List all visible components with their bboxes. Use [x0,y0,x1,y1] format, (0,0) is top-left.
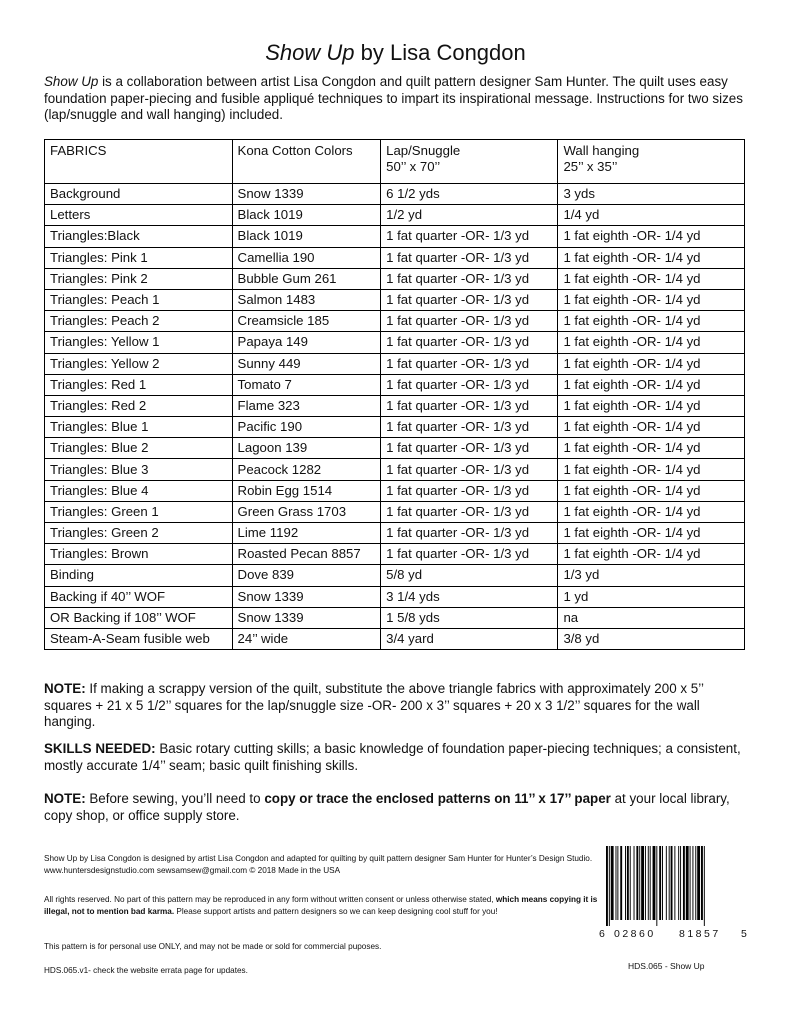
table-row [45,544,745,565]
cell-lap: 1 5/8 yds [381,607,558,628]
cell-color: Lagoon 139 [232,438,381,459]
cell-fabric: Steam-A-Seam fusible web [45,628,233,649]
cell-fabric: Triangles: Yellow 1 [45,332,233,353]
rights-text [44,894,604,917]
cell-fabric: Letters [45,205,233,226]
barcode-image [606,846,740,926]
barcode-bar [674,846,675,920]
cell-color: Bubble Gum 261 [232,268,381,289]
table-row [45,268,745,289]
cell-fabric: Triangles: Green 2 [45,523,233,544]
barcode-bar [634,846,635,920]
table-row [45,226,745,247]
intro-text: is a collaboration between artist Lisa Congdon and quilt pattern designer Sam Hunter. The quilt uses easy foundation paper-piecing and fusible appliqué techniques to impart its inspirational message. Instructions for two sizes (lap/snuggle and wall hanging) included. [44,74,743,122]
header-wall-size: 25’’ x 35’’ [563,159,618,174]
cell-lap: 3 1/4 yds [381,586,558,607]
skills-text: Basic rotary cutting skills; a basic knowledge of foundation paper-piecing techniques; a consistent, mostly accurate 1/4’’ seam; basic quilt finishing skills. [44,741,741,773]
cell-fabric: Binding [45,565,233,586]
cell-color: Snow 1339 [232,607,381,628]
cell-lap: 1 fat quarter -OR- 1/3 yd [381,268,558,289]
barcode-bar [669,846,670,920]
cell-wall: 1 fat eighth -OR- 1/4 yd [558,226,745,247]
cell-lap: 1 fat quarter -OR- 1/3 yd [381,459,558,480]
cell-color: Lime 1192 [232,523,381,544]
header-lap-label: Lap/Snuggle [386,143,461,158]
table-row [45,501,745,522]
cell-lap: 1 fat quarter -OR- 1/3 yd [381,480,558,501]
cell-lap: 1/2 yd [381,205,558,226]
cell-lap: 5/8 yd [381,565,558,586]
cell-wall: 1 yd [558,586,745,607]
table-row [45,586,745,607]
cell-wall: 1/4 yd [558,205,745,226]
header-lap [381,140,558,184]
cell-color: Creamsicle 185 [232,311,381,332]
header-wall [558,140,745,184]
barcode-group-1: 02860 [614,928,656,940]
barcode-bar [704,846,705,926]
cell-fabric: Triangles: Green 1 [45,501,233,522]
barcode-bar [648,846,649,920]
table-row [45,480,745,501]
note-text: If making a scrappy version of the quilt, substitute the above triangle fabrics with approximately 200 x 5’’ squares + 21 x 5 1/2’’ squares for the lap/snuggle size -OR- 200 x 3’’ squares + 20 x 3 1/2’’ squares for the wall hanging. [44,681,704,729]
cell-lap: 1 fat quarter -OR- 1/3 yd [381,395,558,416]
barcode-bar [662,846,663,920]
cell-lap: 1 fat quarter -OR- 1/3 yd [381,332,558,353]
barcode-bar [616,846,617,920]
page-title [0,40,791,66]
cell-wall: 1 fat eighth -OR- 1/4 yd [558,438,745,459]
cell-color: Salmon 1483 [232,289,381,310]
title-italic: Show Up [265,40,355,65]
table-row [45,438,745,459]
cell-fabric: Triangles: Pink 2 [45,268,233,289]
barcode-bar [671,846,673,920]
cell-wall: 3/8 yd [558,628,745,649]
cell-fabric: Triangles: Peach 2 [45,311,233,332]
barcode-bar [683,846,685,920]
barcode-bar [617,846,618,920]
table-header-row [45,140,745,184]
cell-color: 24’’ wide [232,628,381,649]
cell-lap: 1 fat quarter -OR- 1/3 yd [381,544,558,565]
barcode-bar [611,846,614,920]
cell-lap: 1 fat quarter -OR- 1/3 yd [381,374,558,395]
cell-color: Black 1019 [232,205,381,226]
barcode-bar [695,846,696,920]
cell-fabric: Triangles: Peach 1 [45,289,233,310]
barcode-bar [625,846,626,920]
cell-fabric: Triangles: Yellow 2 [45,353,233,374]
skills-label: SKILLS NEEDED: [44,741,156,756]
table-row [45,311,745,332]
version-text: HDS.065.v1- check the website errata page for updates. [44,966,248,975]
barcode-bar [627,846,629,920]
barcode-caption: HDS.065 - Show Up [628,961,705,971]
table-row [45,417,745,438]
cell-color: Black 1019 [232,226,381,247]
title-rest: by Lisa Congdon [354,40,526,65]
cell-fabric: Triangles: Blue 3 [45,459,233,480]
personal-use-text: This pattern is for personal use ONLY, and may not be made or sold for commercial puposes. [44,942,382,951]
table-row [45,247,745,268]
cell-fabric: Triangles:Black [45,226,233,247]
barcode-bar [653,846,656,920]
cell-fabric: Background [45,184,233,205]
cell-lap: 6 1/2 yds [381,184,558,205]
cell-fabric: Triangles: Brown [45,544,233,565]
cell-color: Robin Egg 1514 [232,480,381,501]
cell-color: Snow 1339 [232,184,381,205]
cell-fabric: Triangles: Pink 1 [45,247,233,268]
barcode-bar [620,846,622,920]
cell-wall: 1 fat eighth -OR- 1/4 yd [558,501,745,522]
skills-needed [44,741,750,774]
cell-wall: 1 fat eighth -OR- 1/4 yd [558,395,745,416]
paper-note-text-before: Before sewing, you’ll need to [85,791,265,806]
cell-wall: 1 fat eighth -OR- 1/4 yd [558,332,745,353]
cell-wall: 1 fat eighth -OR- 1/4 yd [558,268,745,289]
cell-color: Green Grass 1703 [232,501,381,522]
cell-lap: 1 fat quarter -OR- 1/3 yd [381,523,558,544]
cell-lap: 1 fat quarter -OR- 1/3 yd [381,501,558,522]
cell-color: Tomato 7 [232,374,381,395]
intro-italic: Show Up [44,74,99,89]
barcode-bar [630,846,631,920]
barcode-bar [701,846,703,920]
barcode-bar [639,846,640,920]
barcode-digit-right: 5 [741,928,747,940]
barcode-bar [692,846,693,920]
cell-fabric: Triangles: Blue 1 [45,417,233,438]
barcode-bar [680,846,681,920]
cell-fabric: OR Backing if 108’’ WOF [45,607,233,628]
cell-fabric: Backing if 40’’ WOF [45,586,233,607]
cell-lap: 1 fat quarter -OR- 1/3 yd [381,438,558,459]
cell-wall: 1 fat eighth -OR- 1/4 yd [558,353,745,374]
barcode-bar [650,846,651,920]
fabric-table [44,139,745,650]
cell-wall: 1 fat eighth -OR- 1/4 yd [558,459,745,480]
barcode-bar [686,846,689,920]
cell-lap: 1 fat quarter -OR- 1/3 yd [381,417,558,438]
table-row [45,332,745,353]
cell-lap: 1 fat quarter -OR- 1/3 yd [381,353,558,374]
cell-color: Dove 839 [232,565,381,586]
cell-color: Roasted Pecan 8857 [232,544,381,565]
cell-fabric: Triangles: Red 1 [45,374,233,395]
scrappy-note [44,681,750,731]
cell-fabric: Triangles: Blue 2 [45,438,233,459]
cell-wall: 1 fat eighth -OR- 1/4 yd [558,523,745,544]
rights-bold: which means copying it is illegal, not to mention bad karma. [44,895,598,916]
paper-note-text-after: at your local library, copy shop, or office supply store. [44,791,730,823]
barcode-bar [690,846,691,920]
cell-wall: 1/3 yd [558,565,745,586]
table-row [45,353,745,374]
barcode-bar [666,846,667,920]
cell-color: Peacock 1282 [232,459,381,480]
barcode-bar [609,846,610,926]
cell-wall: 1 fat eighth -OR- 1/4 yd [558,247,745,268]
header-colors: Kona Cotton Colors [232,140,381,184]
header-fabrics: FABRICS [45,140,233,184]
table-row [45,607,745,628]
table-row [45,395,745,416]
paper-note [44,791,750,824]
cell-lap: 1 fat quarter -OR- 1/3 yd [381,289,558,310]
cell-wall: 3 yds [558,184,745,205]
cell-color: Camellia 190 [232,247,381,268]
cell-color: Pacific 190 [232,417,381,438]
rights-after: Please support artists and pattern designers so we can keep designing cool stuff for you! [174,906,498,916]
note-label: NOTE: [44,681,86,696]
cell-lap: 1 fat quarter -OR- 1/3 yd [381,226,558,247]
cell-fabric: Triangles: Blue 4 [45,480,233,501]
cell-wall: 1 fat eighth -OR- 1/4 yd [558,544,745,565]
cell-lap: 1 fat quarter -OR- 1/3 yd [381,247,558,268]
table-row [45,374,745,395]
barcode-bar [697,846,700,920]
cell-wall: 1 fat eighth -OR- 1/4 yd [558,417,745,438]
header-lap-size: 50’’ x 70’’ [386,159,441,174]
cell-wall: 1 fat eighth -OR- 1/4 yd [558,311,745,332]
cell-wall: 1 fat eighth -OR- 1/4 yd [558,289,745,310]
table-row [45,205,745,226]
cell-color: Snow 1339 [232,586,381,607]
barcode-bar [645,846,646,920]
credit-text: Show Up by Lisa Congdon is designed by artist Lisa Congdon and adapted for quilting by quilt pattern designer Sam Hunter for Hunter’s Design Studio. www.huntersdesignstudio.com sewsamsew@gmail.com © 2018 Made in the USA [44,854,593,875]
paper-note-bold: copy or trace the enclosed patterns on 11’’ x 17’’ paper [264,791,611,806]
barcode-bar [641,846,644,920]
table-row [45,565,745,586]
cell-fabric: Triangles: Red 2 [45,395,233,416]
table-row [45,628,745,649]
cell-wall: na [558,607,745,628]
barcode-group-2: 81857 [679,928,721,940]
barcode-bar [606,846,608,926]
intro-paragraph [44,74,750,124]
cell-color: Flame 323 [232,395,381,416]
paper-note-label: NOTE: [44,791,86,806]
barcode-bar [636,846,638,920]
barcode-bar [656,846,657,926]
table-row [45,184,745,205]
table-row [45,459,745,480]
barcode-digit-left: 6 [599,928,605,940]
barcode-bar [659,846,661,920]
cell-color: Papaya 149 [232,332,381,353]
table-row [45,523,745,544]
cell-color: Sunny 449 [232,353,381,374]
barcode-bar [678,846,679,920]
cell-lap: 1 fat quarter -OR- 1/3 yd [381,311,558,332]
table-row [45,289,745,310]
header-wall-label: Wall hanging [563,143,640,158]
rights-before: All rights reserved. No part of this pattern may be reproduced in any form without written consent or unless otherwise stated, [44,895,496,904]
cell-lap: 3/4 yard [381,628,558,649]
cell-wall: 1 fat eighth -OR- 1/4 yd [558,374,745,395]
cell-wall: 1 fat eighth -OR- 1/4 yd [558,480,745,501]
